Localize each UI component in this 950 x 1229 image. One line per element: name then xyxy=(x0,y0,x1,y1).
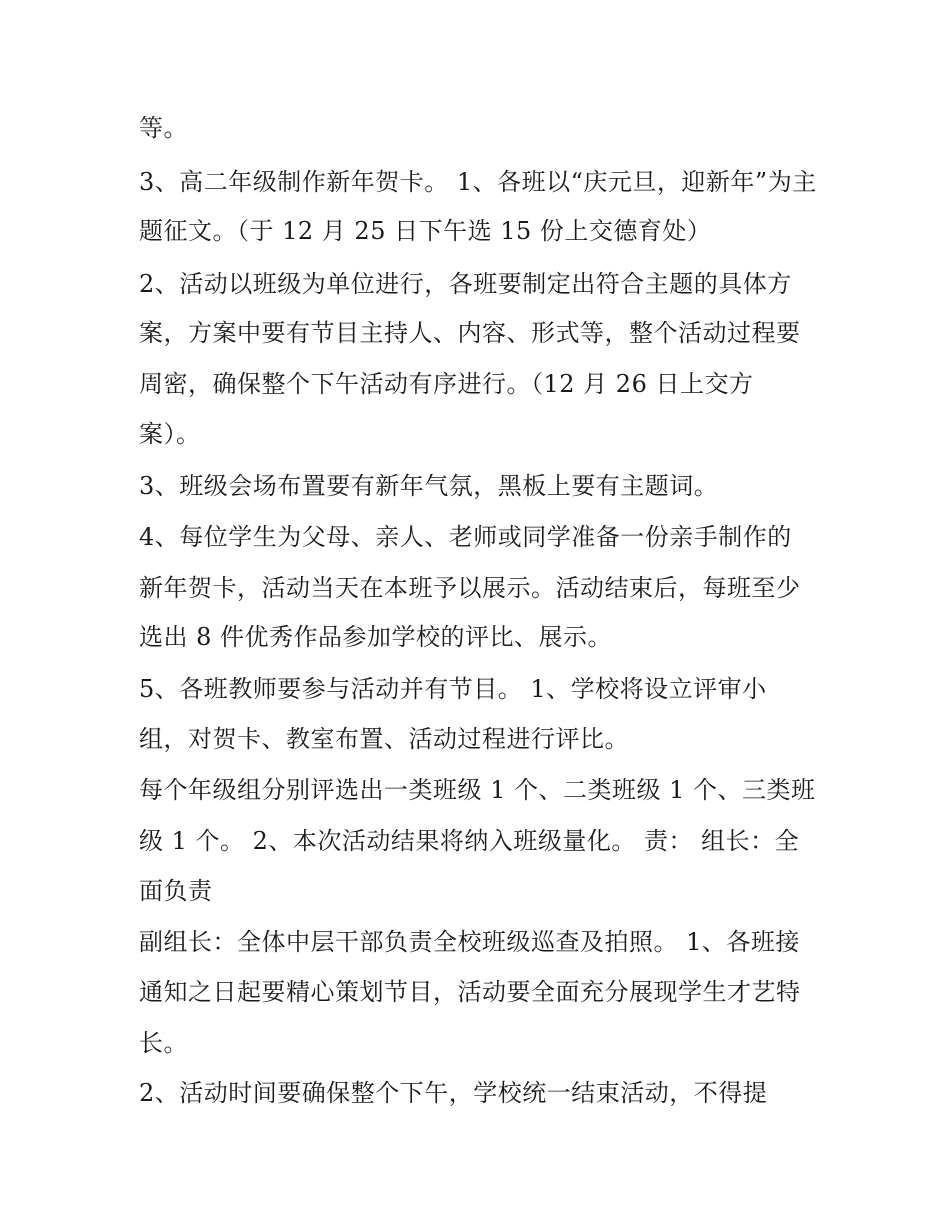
text-line: 选出 8 件优秀作品参加学校的评比、展示。 xyxy=(139,623,613,651)
text-line: 5、各班教师要参与活动并有节目。 1、学校将设立评审小 xyxy=(139,675,767,703)
text-line: 3、高二年级制作新年贺卡。 1、各班以“庆元旦，迎新年”为主 xyxy=(139,168,817,196)
text-line: 长。 xyxy=(139,1029,188,1057)
text-line: 通知之日起要精心策划节目，活动要全面充分展现学生才艺特 xyxy=(139,978,801,1006)
text-line: 4、每位学生为父母、亲人、老师或同学准备一份亲手制作的 xyxy=(139,523,792,551)
text-line: 2、活动以班级为单位进行，各班要制定出符合主题的具体方 xyxy=(139,270,792,298)
text-line: 周密，确保整个下午活动有序进行。（12 月 26 日上交方 xyxy=(139,370,754,398)
text-line: 题征文。（于 12 月 25 日下午选 15 份上交德育处） xyxy=(139,217,712,245)
text-line: 新年贺卡，活动当天在本班予以展示。活动结束后，每班至少 xyxy=(139,574,801,602)
text-line: 面负责 xyxy=(139,877,213,905)
text-line: 3、班级会场布置要有新年气氛，黑板上要有主题词。 xyxy=(139,472,719,500)
text-line: 副组长：全体中层干部负责全校班级巡查及拍照。 1、各班接 xyxy=(139,928,800,956)
text-line: 等。 xyxy=(139,114,188,142)
text-line: 案）。 xyxy=(139,420,201,448)
text-line: 组，对贺卡、教室布置、活动过程进行评比。 xyxy=(139,725,629,753)
text-line: 每个年级组分别评选出一类班级 1 个、二类班级 1 个、三类班 xyxy=(139,776,816,804)
text-line: 案，方案中要有节目主持人、内容、形式等，整个活动过程要 xyxy=(139,319,801,347)
text-line: 级 1 个。 2、本次活动结果将纳入班级量化。 责： 组长：全 xyxy=(139,827,800,855)
text-line: 2、活动时间要确保整个下午，学校统一结束活动，不得提 xyxy=(139,1079,768,1107)
